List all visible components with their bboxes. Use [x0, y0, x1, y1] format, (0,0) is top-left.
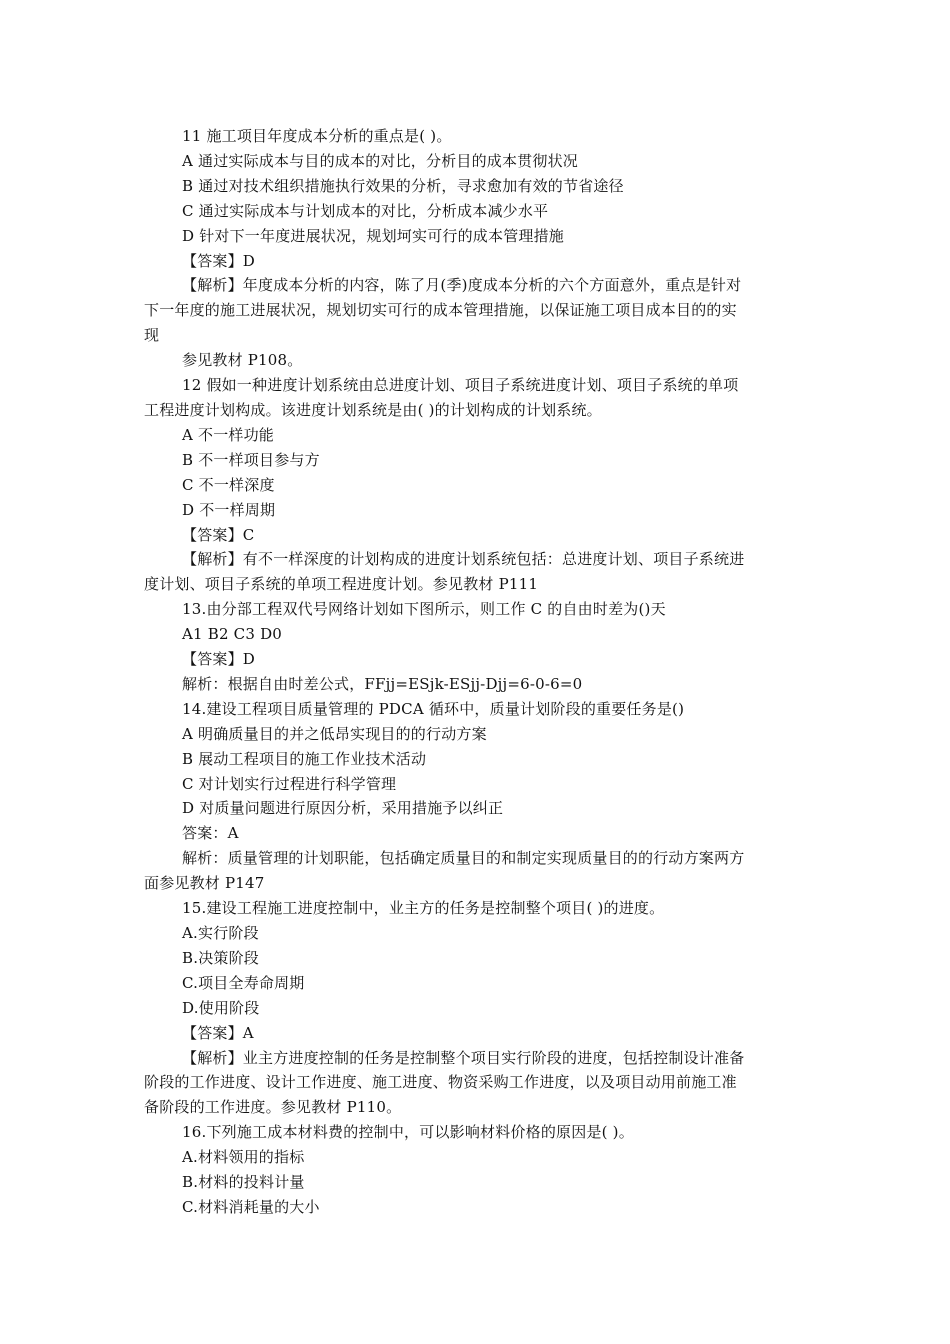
text-line: 备阶段的工作进度。参见教材 P110。	[144, 1098, 402, 1117]
text-line: A 不一样功能	[182, 425, 275, 444]
text-line: A.实行阶段	[182, 924, 259, 942]
text-line: D 针对下一年度进展状况，规划坷实可行的成本管理措施	[182, 226, 564, 245]
text-line: 现	[144, 326, 160, 345]
text-line: 工程进度计划构成。该进度计划系统是由( )的计划构成的计划系统。	[144, 400, 602, 419]
text-line: B 展动工程项目的施工作业技术活动	[182, 749, 427, 768]
text-line: D.使用阶段	[182, 998, 260, 1017]
text-line: C 不一样深度	[182, 475, 275, 494]
text-line: D 对质量问题进行原因分析，采用措施予以纠正	[182, 799, 504, 818]
text-line: C 通过实际成本与计划成本的对比，分析成本减少水平	[182, 201, 549, 220]
text-line: 下一年度的施工进展状况，规划切实可行的成本管理措施，以保证施工项目成本目的的实	[144, 301, 737, 320]
text-line: 解析：质量管理的计划职能，包括确定质量目的和制定实现质量目的的行动方案两方	[182, 849, 745, 868]
text-line: A 明确质量目的并之低昂实现目的的行动方案	[182, 724, 487, 743]
document-body	[144, 124, 808, 1220]
text-line: 11 施工项目年度成本分析的重点是( )。	[182, 127, 452, 145]
text-line: 答案：A	[182, 824, 239, 843]
text-line: 14.建设工程项目质量管理的 PDCA 循环中，质量计划阶段的重要任务是()	[182, 699, 685, 718]
text-line: 阶段的工作进度、设计工作进度、施工进度、物资采购工作进度，以及项目动用前施工准	[144, 1073, 737, 1092]
text-line: B.决策阶段	[182, 948, 259, 967]
text-line: 【答案】C	[182, 525, 255, 544]
text-line: 【答案】D	[182, 650, 256, 669]
text-line: 解析：根据自由时差公式，FFjj=ESjk-ESjj-Djj=6-0-6=0	[182, 674, 583, 693]
text-line: 【解析】年度成本分析的内容，陈了月(季)度成本分析的六个方面意外，重点是针对	[182, 276, 742, 295]
text-line: C.项目全寿命周期	[182, 973, 305, 992]
text-line: 【答案】D	[182, 251, 256, 270]
text-line: A1 B2 C3 D0	[182, 625, 283, 644]
text-line: D 不一样周期	[182, 500, 276, 519]
text-line: 参见教材 P108。	[182, 351, 303, 370]
text-line: 【答案】A	[182, 1023, 254, 1042]
text-line: 16.下列施工成本材料费的控制中，可以影响材料价格的原因是( )。	[182, 1123, 634, 1142]
text-line: C 对计划实行过程进行科学管理	[182, 774, 397, 793]
text-line: 【解析】业主方进度控制的任务是控制整个项目实行阶段的进度，包括控制设计准备	[182, 1048, 745, 1067]
text-line: 13.由分部工程双代号网络计划如下图所示，则工作 C 的自由时差为()天	[182, 600, 666, 619]
text-line: B 不一样项目参与方	[182, 450, 320, 469]
text-line: 面参见教材 P147	[144, 874, 265, 893]
text-line: C.材料消耗量的大小	[182, 1197, 320, 1216]
text-line: A 通过实际成本与目的成本的对比，分析目的成本贯彻状况	[182, 151, 579, 170]
text-line: 【解析】有不一样深度的计划构成的进度计划系统包括：总进度计划、项目子系统进	[182, 550, 745, 569]
text-line: 12 假如一种进度计划系统由总进度计划、项目子系统进度计划、项目子系统的单项	[182, 376, 739, 395]
text-line: A.材料领用的指标	[182, 1148, 305, 1167]
text-line: 度计划、项目子系统的单项工程进度计划。参见教材 P111	[144, 575, 539, 594]
text-line: B 通过对技术组织措施执行效果的分析，寻求愈加有效的节省途径	[182, 176, 624, 195]
text-line: 15.建设工程施工进度控制中，业主方的任务是控制整个项目( )的进度。	[182, 899, 665, 918]
text-line: B.材料的投料计量	[182, 1173, 305, 1192]
